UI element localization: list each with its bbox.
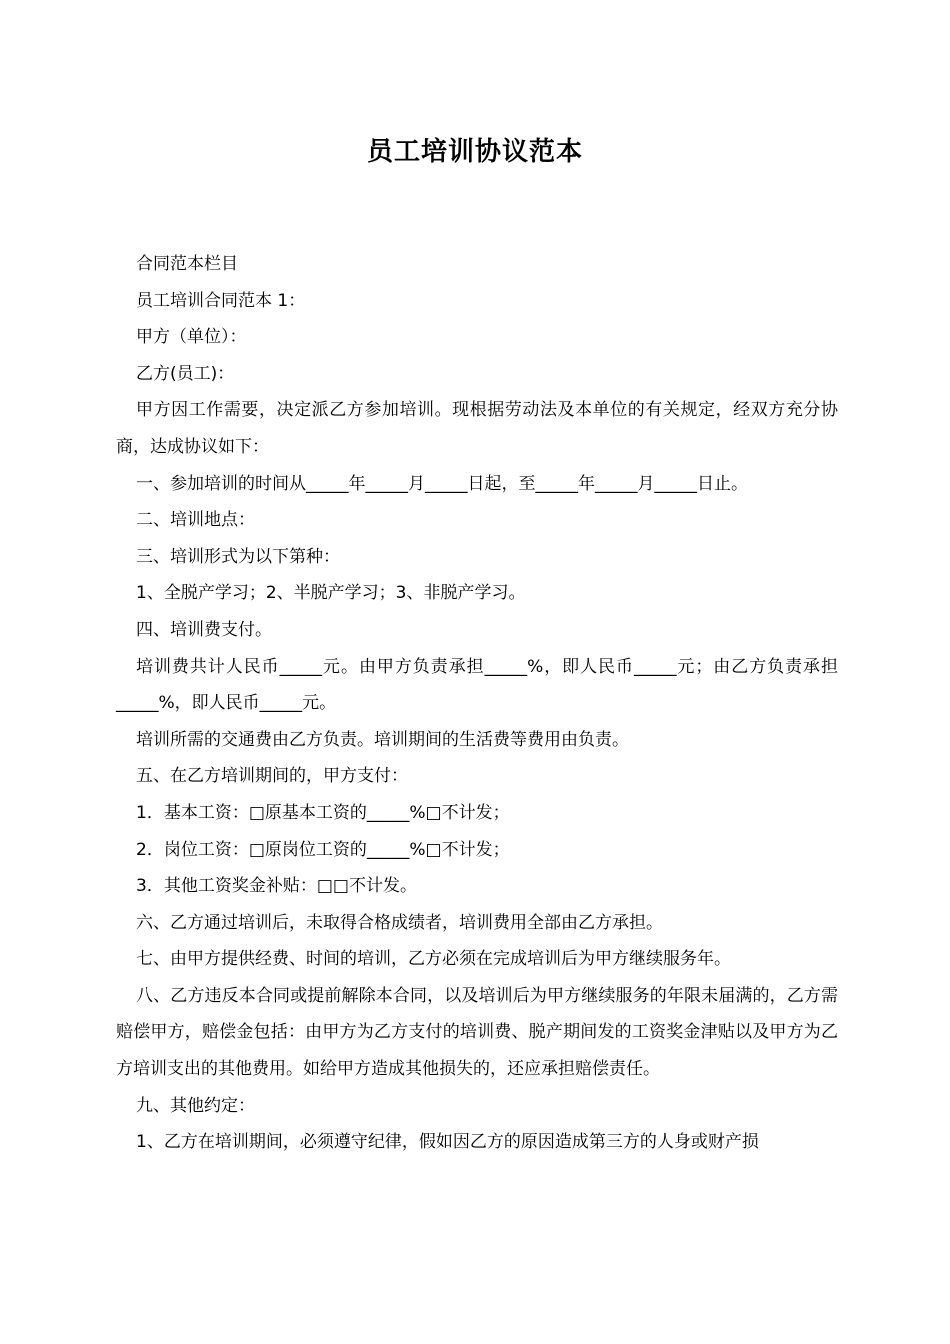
paragraph-sample-title: 员工培训合同范本 1：: [136, 290, 306, 311]
clause-5-other-allowances: 3．其他工资奖金补贴：□□不计发。: [136, 876, 417, 897]
paragraph-party-a: 甲方（单位）：: [136, 327, 247, 348]
clause-5-payment-during-training: 五、在乙方培训期间的，甲方支付：: [136, 766, 408, 787]
clause-2-training-location: 二、培训地点：: [136, 510, 255, 531]
clause-8-compensation: 八、乙方违反本合同或提前解除本合同，以及培训后为甲方继续服务的年限未届满的，乙方需赔偿甲方，赔偿金包括：由甲方为乙方支付的培训费、脱产期间发的工资奖金津贴以及甲方为乙方培训支出的其他费用。如给甲方造成其他损失的，还应承担赔偿责任。: [116, 985, 838, 1080]
clause-5-basic-salary: 1．基本工资：□原基本工资的_____%□不计发；: [136, 802, 510, 823]
clause-4-travel-costs: 培训所需的交通费由乙方负责。培训期间的生活费等费用由负责。: [136, 729, 629, 750]
document-body: [116, 246, 838, 1161]
clause-4-fee-payment: 四、培训费支付。: [136, 619, 272, 640]
paragraph-column-heading: 合同范本栏目: [136, 254, 238, 274]
clause-9-item-1: 1、乙方在培训期间，必须遵守纪律，假如因乙方的原因造成第三方的人身或财产损: [136, 1132, 759, 1153]
clause-9-other-terms: 九、其他约定：: [136, 1095, 255, 1116]
clause-3-options: 1、全脱产学习；2、半脱产学习；3、非脱产学习。: [136, 583, 526, 604]
clause-5-position-salary: 2．岗位工资：□原岗位工资的_____%□不计发；: [136, 839, 510, 860]
paragraph-preamble: 甲方因工作需要，决定派乙方参加培训。现根据劳动法及本单位的有关规定，经双方充分协商，达成协议如下：: [116, 400, 838, 457]
clause-4-fee-split: 培训费共计人民币_____元。由甲方负责承担_____%，即人民币_____元；由乙方负责承担_____%，即人民币_____元。: [116, 656, 838, 714]
clause-7-service-period: 七、由甲方提供经费、时间的培训，乙方必须在完成培训后为甲方继续服务年。: [136, 949, 731, 970]
document-title: 员工培训协议范本: [366, 137, 583, 167]
clause-6-failure-costs: 六、乙方通过培训后，未取得合格成绩者，培训费用全部由乙方承担。: [136, 912, 663, 933]
clause-3-training-form: 三、培训形式为以下第种：: [136, 546, 340, 567]
clause-1-training-period: 一、参加培训的时间从_____年_____月_____日起，至_____年_____月_____日止。: [136, 473, 748, 494]
paragraph-party-b: 乙方(员工)：: [136, 363, 235, 384]
